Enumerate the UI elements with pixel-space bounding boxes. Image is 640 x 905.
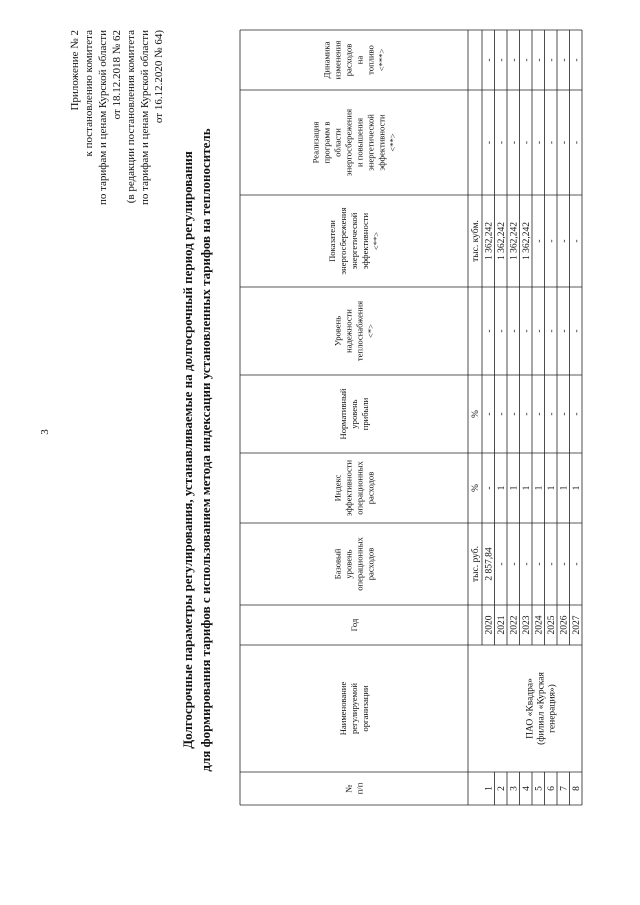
appendix-line-3: по тарифам и ценам Курской области (97, 30, 109, 206)
cell-program: - (534, 140, 545, 145)
header-index-line: Индекс (332, 474, 343, 502)
cell-n: 3 (509, 786, 520, 791)
header-fuel-line: изменения (332, 40, 343, 80)
cell-base: - (547, 562, 557, 566)
header-program-line: и повышения (354, 117, 365, 168)
header-num-line: п/п (354, 782, 365, 795)
cell-fuel: - (559, 58, 570, 62)
cell-fuel: - (497, 58, 507, 62)
cell-profit: - (534, 412, 545, 416)
appendix-line-2: к постановлению комитета (83, 30, 95, 157)
header-program-line: программ в (321, 121, 332, 164)
header-index-line: расходов (365, 471, 376, 505)
header-org-line: организации (360, 685, 370, 732)
header-program-line: области (332, 128, 343, 157)
cell-fuel: - (572, 58, 582, 62)
cell-index: 1 (534, 485, 545, 491)
cell-energy: 1 362,242 (484, 222, 495, 260)
cell-fuel: - (534, 58, 545, 62)
unit-index: % (471, 484, 481, 492)
header-base-line: расходов (365, 547, 376, 581)
organization-name-line: (филиал «Курская (536, 672, 547, 745)
header-reliability-line: Уровень (332, 315, 343, 347)
header-program-line: <**> (387, 133, 398, 152)
appendix-line-4: от 18.12.2018 № 62 (111, 30, 123, 120)
cell-fuel: - (547, 58, 557, 62)
header-reliability-line: теплоснабжения (354, 300, 365, 362)
cell-program: - (522, 140, 532, 145)
cell-profit: - (497, 412, 507, 416)
cell-n: 5 (534, 786, 545, 791)
cell-year: 2024 (534, 615, 545, 635)
appendix-line-6: по тарифам и ценам Курской области (139, 30, 151, 206)
header-program-line: эффективности (376, 114, 387, 171)
cell-profit: - (572, 412, 582, 416)
unit-energy: тыс. кубм. (471, 220, 481, 262)
cell-reliability: - (534, 329, 545, 333)
cell-fuel: - (509, 58, 520, 62)
cell-reliability: - (522, 329, 532, 333)
title-line-2: для формирования тарифов с использованием метода индексации установленных тарифов на теплоноситель (198, 128, 213, 772)
header-fuel-line: Динамика (321, 41, 332, 79)
header-reliability-line: <*> (365, 324, 376, 338)
header-energy-line: Показатели (327, 220, 337, 262)
cell-n: 2 (497, 786, 507, 791)
header-profit-line: Нормативный (338, 388, 348, 440)
cell-base: - (559, 562, 570, 566)
cell-year: 2027 (572, 615, 582, 635)
header-org-line: регулируемой (349, 683, 359, 734)
header-energy-line: <**> (371, 231, 381, 251)
header-base-line: операционных (354, 537, 365, 591)
title-line-1: Долгосрочные параметры регулирования, устанавливаемые на долгосрочный период регулирования (180, 151, 195, 749)
cell-profit: - (559, 412, 570, 416)
header-energy-line: энергосбережения (338, 207, 348, 275)
cell-energy: 1 362,242 (497, 222, 507, 260)
cell-index: 1 (559, 485, 570, 491)
cell-year: 2022 (509, 615, 520, 635)
cell-energy: - (534, 239, 545, 243)
cell-base: - (509, 562, 520, 566)
cell-program: - (559, 140, 570, 145)
appendix-line-5: (в редакции постановления комитета (125, 30, 137, 204)
header-fuel-line: <***> (376, 48, 387, 72)
header-energy-line: эффективности (360, 212, 370, 270)
header-index-line: операционных (354, 461, 365, 515)
cell-base: 2 857,84 (484, 547, 495, 581)
header-program-line: энергетической (365, 114, 376, 171)
cell-index: 1 (547, 485, 557, 491)
cell-fuel: - (484, 58, 495, 62)
cell-index: - (484, 486, 495, 490)
cell-reliability: - (497, 329, 507, 333)
cell-profit: - (547, 412, 557, 416)
cell-n: 4 (522, 786, 532, 791)
unit-profit: % (471, 410, 481, 418)
page-number: 3 (39, 429, 51, 435)
appendix-line-7: от 16.12.2020 № 64) (153, 30, 165, 124)
cell-energy: - (572, 239, 582, 243)
header-fuel-line: топливо (365, 45, 376, 75)
cell-program: - (497, 140, 507, 145)
header-fuel-line: на (354, 55, 365, 65)
cell-program: - (572, 140, 582, 145)
cell-energy: 1 362,242 (522, 222, 532, 260)
appendix-block (69, 30, 165, 205)
cell-year: 2026 (559, 615, 570, 635)
cell-reliability: - (484, 329, 495, 333)
cell-n: 8 (572, 786, 582, 791)
cell-profit: - (522, 412, 532, 416)
header-org-line: Наименование (338, 681, 348, 736)
cell-base: - (572, 562, 582, 566)
cell-n: 6 (547, 786, 557, 791)
cell-reliability: - (509, 329, 520, 333)
header-profit-line: прибыли (360, 397, 370, 431)
header-program-line: Реализация (310, 121, 321, 164)
cell-n: 7 (559, 786, 570, 791)
header-program-line: энергосбережения (343, 108, 354, 177)
cell-energy: - (547, 239, 557, 243)
cell-reliability: - (547, 329, 557, 333)
cell-program: - (509, 140, 520, 145)
cell-year: 2023 (522, 615, 532, 635)
unit-base: тыс. руб. (471, 546, 481, 582)
cell-profit: - (509, 412, 520, 416)
cell-index: 1 (509, 485, 520, 491)
cell-base: - (534, 562, 545, 566)
cell-reliability: - (572, 329, 582, 333)
header-fuel-line: расходов (343, 43, 354, 77)
cell-program: - (484, 140, 495, 145)
header-base-line: уровень (343, 549, 354, 579)
document-title (180, 128, 213, 771)
cell-index: 1 (572, 485, 582, 491)
cell-index: 1 (497, 485, 507, 491)
organization-name-line: ПАО «Квадра» (525, 678, 536, 739)
cell-base: - (497, 562, 507, 566)
header-reliability-line: надежности (343, 309, 354, 353)
cell-base: - (522, 562, 532, 566)
cell-energy: 1 362,242 (509, 222, 520, 260)
cell-year: 2025 (547, 615, 557, 635)
organization-name-line: генерация») (547, 684, 558, 733)
cell-n: 1 (484, 786, 495, 791)
header-year-line: Год (349, 618, 359, 632)
header-num-line: № (343, 784, 354, 793)
cell-year: 2021 (497, 615, 507, 635)
appendix-line-1: Приложение № 2 (69, 30, 81, 111)
header-base-line: Базовый (332, 548, 343, 580)
header-energy-line: энергетической (349, 212, 359, 270)
cell-fuel: - (522, 58, 532, 62)
cell-profit: - (484, 412, 495, 416)
cell-program: - (547, 140, 557, 145)
header-profit-line: уровень (349, 399, 359, 429)
parameters-table (240, 30, 582, 805)
cell-year: 2020 (484, 615, 495, 635)
cell-energy: - (559, 239, 570, 243)
cell-index: 1 (522, 485, 532, 491)
header-index-line: эффективности (343, 459, 354, 517)
cell-reliability: - (559, 329, 570, 333)
